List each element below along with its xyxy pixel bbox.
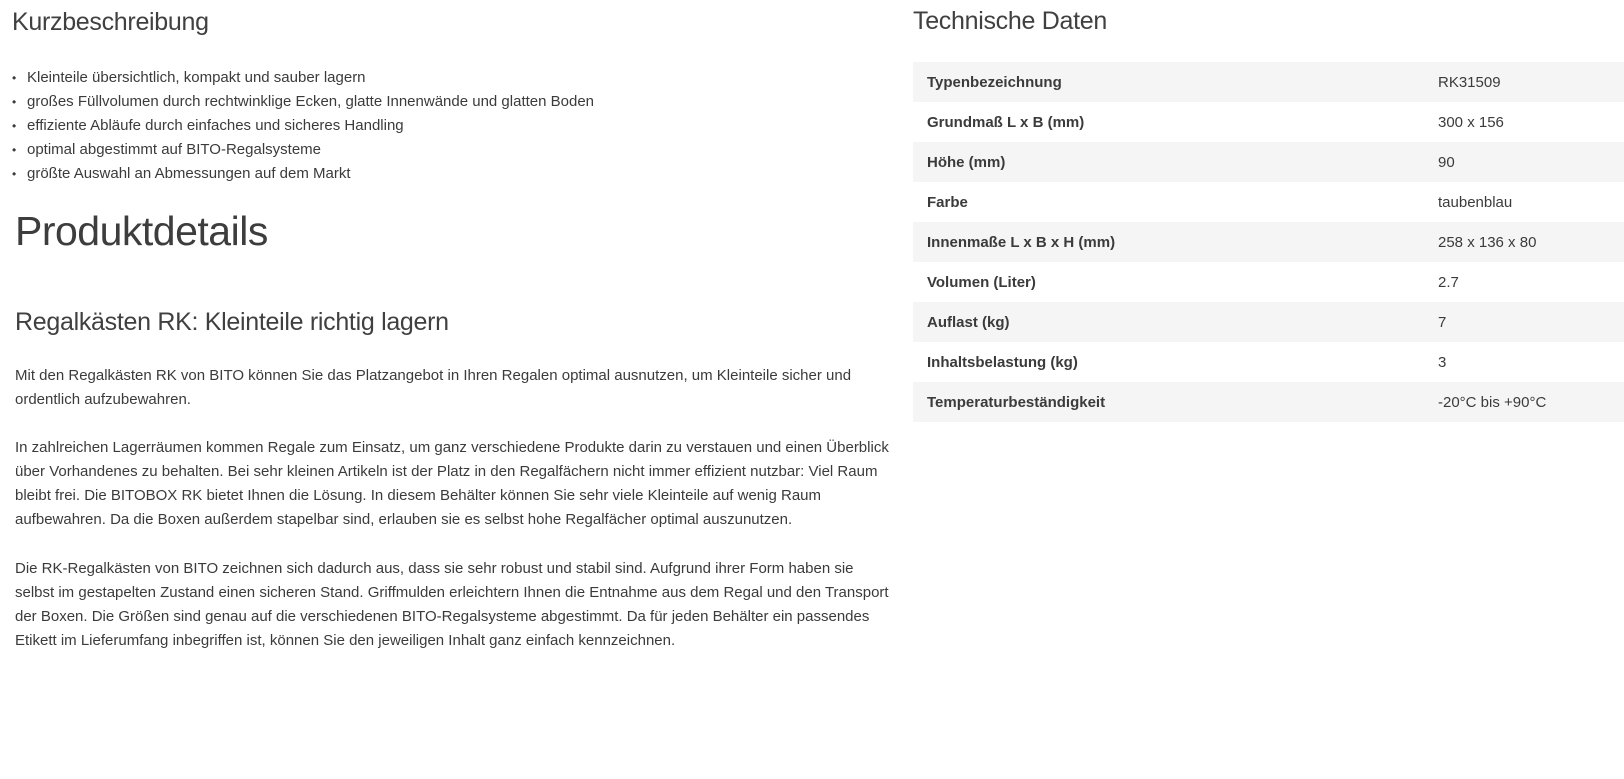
spec-label: Innenmaße L x B x H (mm) bbox=[913, 222, 1424, 262]
spec-label: Temperaturbeständigkeit bbox=[913, 382, 1424, 422]
table-row bbox=[913, 222, 1624, 262]
spec-label: Auflast (kg) bbox=[913, 302, 1424, 342]
spec-value: 3 bbox=[1424, 342, 1624, 382]
spec-label: Typenbezeichnung bbox=[913, 62, 1424, 102]
technische-daten-title: Technische Daten bbox=[913, 7, 1107, 35]
spec-label: Grundmaß L x B (mm) bbox=[913, 102, 1424, 142]
spec-value: RK31509 bbox=[1424, 62, 1624, 102]
description-paragraph: Mit den Regalkästen RK von BITO können Sie das Platzangebot in Ihren Regalen optimal ausnutzen, um Kleinteile sicher und ordentlich aufzubewahren. bbox=[15, 367, 852, 408]
kurzbeschreibung-list bbox=[12, 66, 594, 186]
produktdetails-subtitle: Regalkästen RK: Kleinteile richtig lagern bbox=[15, 308, 449, 336]
table-row bbox=[913, 142, 1624, 182]
table-row bbox=[913, 102, 1624, 142]
list-item: • größte Auswahl an Abmessungen auf dem Markt bbox=[12, 162, 594, 186]
spec-value: 300 x 156 bbox=[1424, 102, 1624, 142]
list-item: • großes Füllvolumen durch rechtwinklige Ecken, glatte Innenwände und glatten Boden bbox=[12, 90, 594, 114]
spec-value: 90 bbox=[1424, 142, 1624, 182]
produktdetails-title: Produktdetails bbox=[15, 208, 268, 254]
spec-value: 258 x 136 x 80 bbox=[1424, 222, 1624, 262]
list-item: • Kleinteile übersichtlich, kompakt und sauber lagern bbox=[12, 66, 594, 90]
spec-value: 2.7 bbox=[1424, 262, 1624, 302]
table-row bbox=[913, 302, 1624, 342]
spec-value: 7 bbox=[1424, 302, 1624, 342]
table-row bbox=[913, 182, 1624, 222]
description-paragraph: Die RK-Regalkästen von BITO zeichnen sich dadurch aus, dass sie sehr robust und stabil sind. Aufgrund ihrer Form haben sie selbst im gestapelten Zustand einen sicheren Stand. Griffmulden erleichtern Ihnen die Entnahme aus dem Regal und den Transport der Boxen. Die Größen sind genau auf die verschiedenen BITO-Regalsysteme abgestimmt. Da für jeden Behälter ein passendes Etikett im Lieferumfang inbegriffen ist, können Sie den jeweiligen Inhalt ganz einfach kennzeichnen. bbox=[15, 560, 889, 649]
spec-value: taubenblau bbox=[1424, 182, 1624, 222]
table-row bbox=[913, 342, 1624, 382]
list-item: • optimal abgestimmt auf BITO-Regalsysteme bbox=[12, 138, 594, 162]
list-item: • effiziente Abläufe durch einfaches und sicheres Handling bbox=[12, 114, 594, 138]
table-row bbox=[913, 262, 1624, 302]
description-paragraph: In zahlreichen Lagerräumen kommen Regale zum Einsatz, um ganz verschiedene Produkte darin zu verstauen und einen Überblick über Vorhandenes zu behalten. Bei sehr kleinen Artikeln ist der Platz in den Regalfächern nicht immer effizient nutzbar: Viel Raum bleibt frei. Die BITOBOX RK bietet Ihnen die Lösung. In diesem Behälter können Sie sehr viele Kleinteile auf wenig Raum aufbewahren. Da die Boxen außerdem stapelbar sind, erlauben sie es selbst hohe Regalfächer optimal auszunutzen. bbox=[15, 439, 889, 528]
spec-table bbox=[913, 62, 1624, 422]
spec-label: Farbe bbox=[913, 182, 1424, 222]
spec-label: Höhe (mm) bbox=[913, 142, 1424, 182]
kurzbeschreibung-title: Kurzbeschreibung bbox=[12, 8, 209, 36]
table-row bbox=[913, 62, 1624, 102]
spec-label: Volumen (Liter) bbox=[913, 262, 1424, 302]
spec-value: -20°C bis +90°C bbox=[1424, 382, 1624, 422]
spec-label: Inhaltsbelastung (kg) bbox=[913, 342, 1424, 382]
table-row bbox=[913, 382, 1624, 422]
